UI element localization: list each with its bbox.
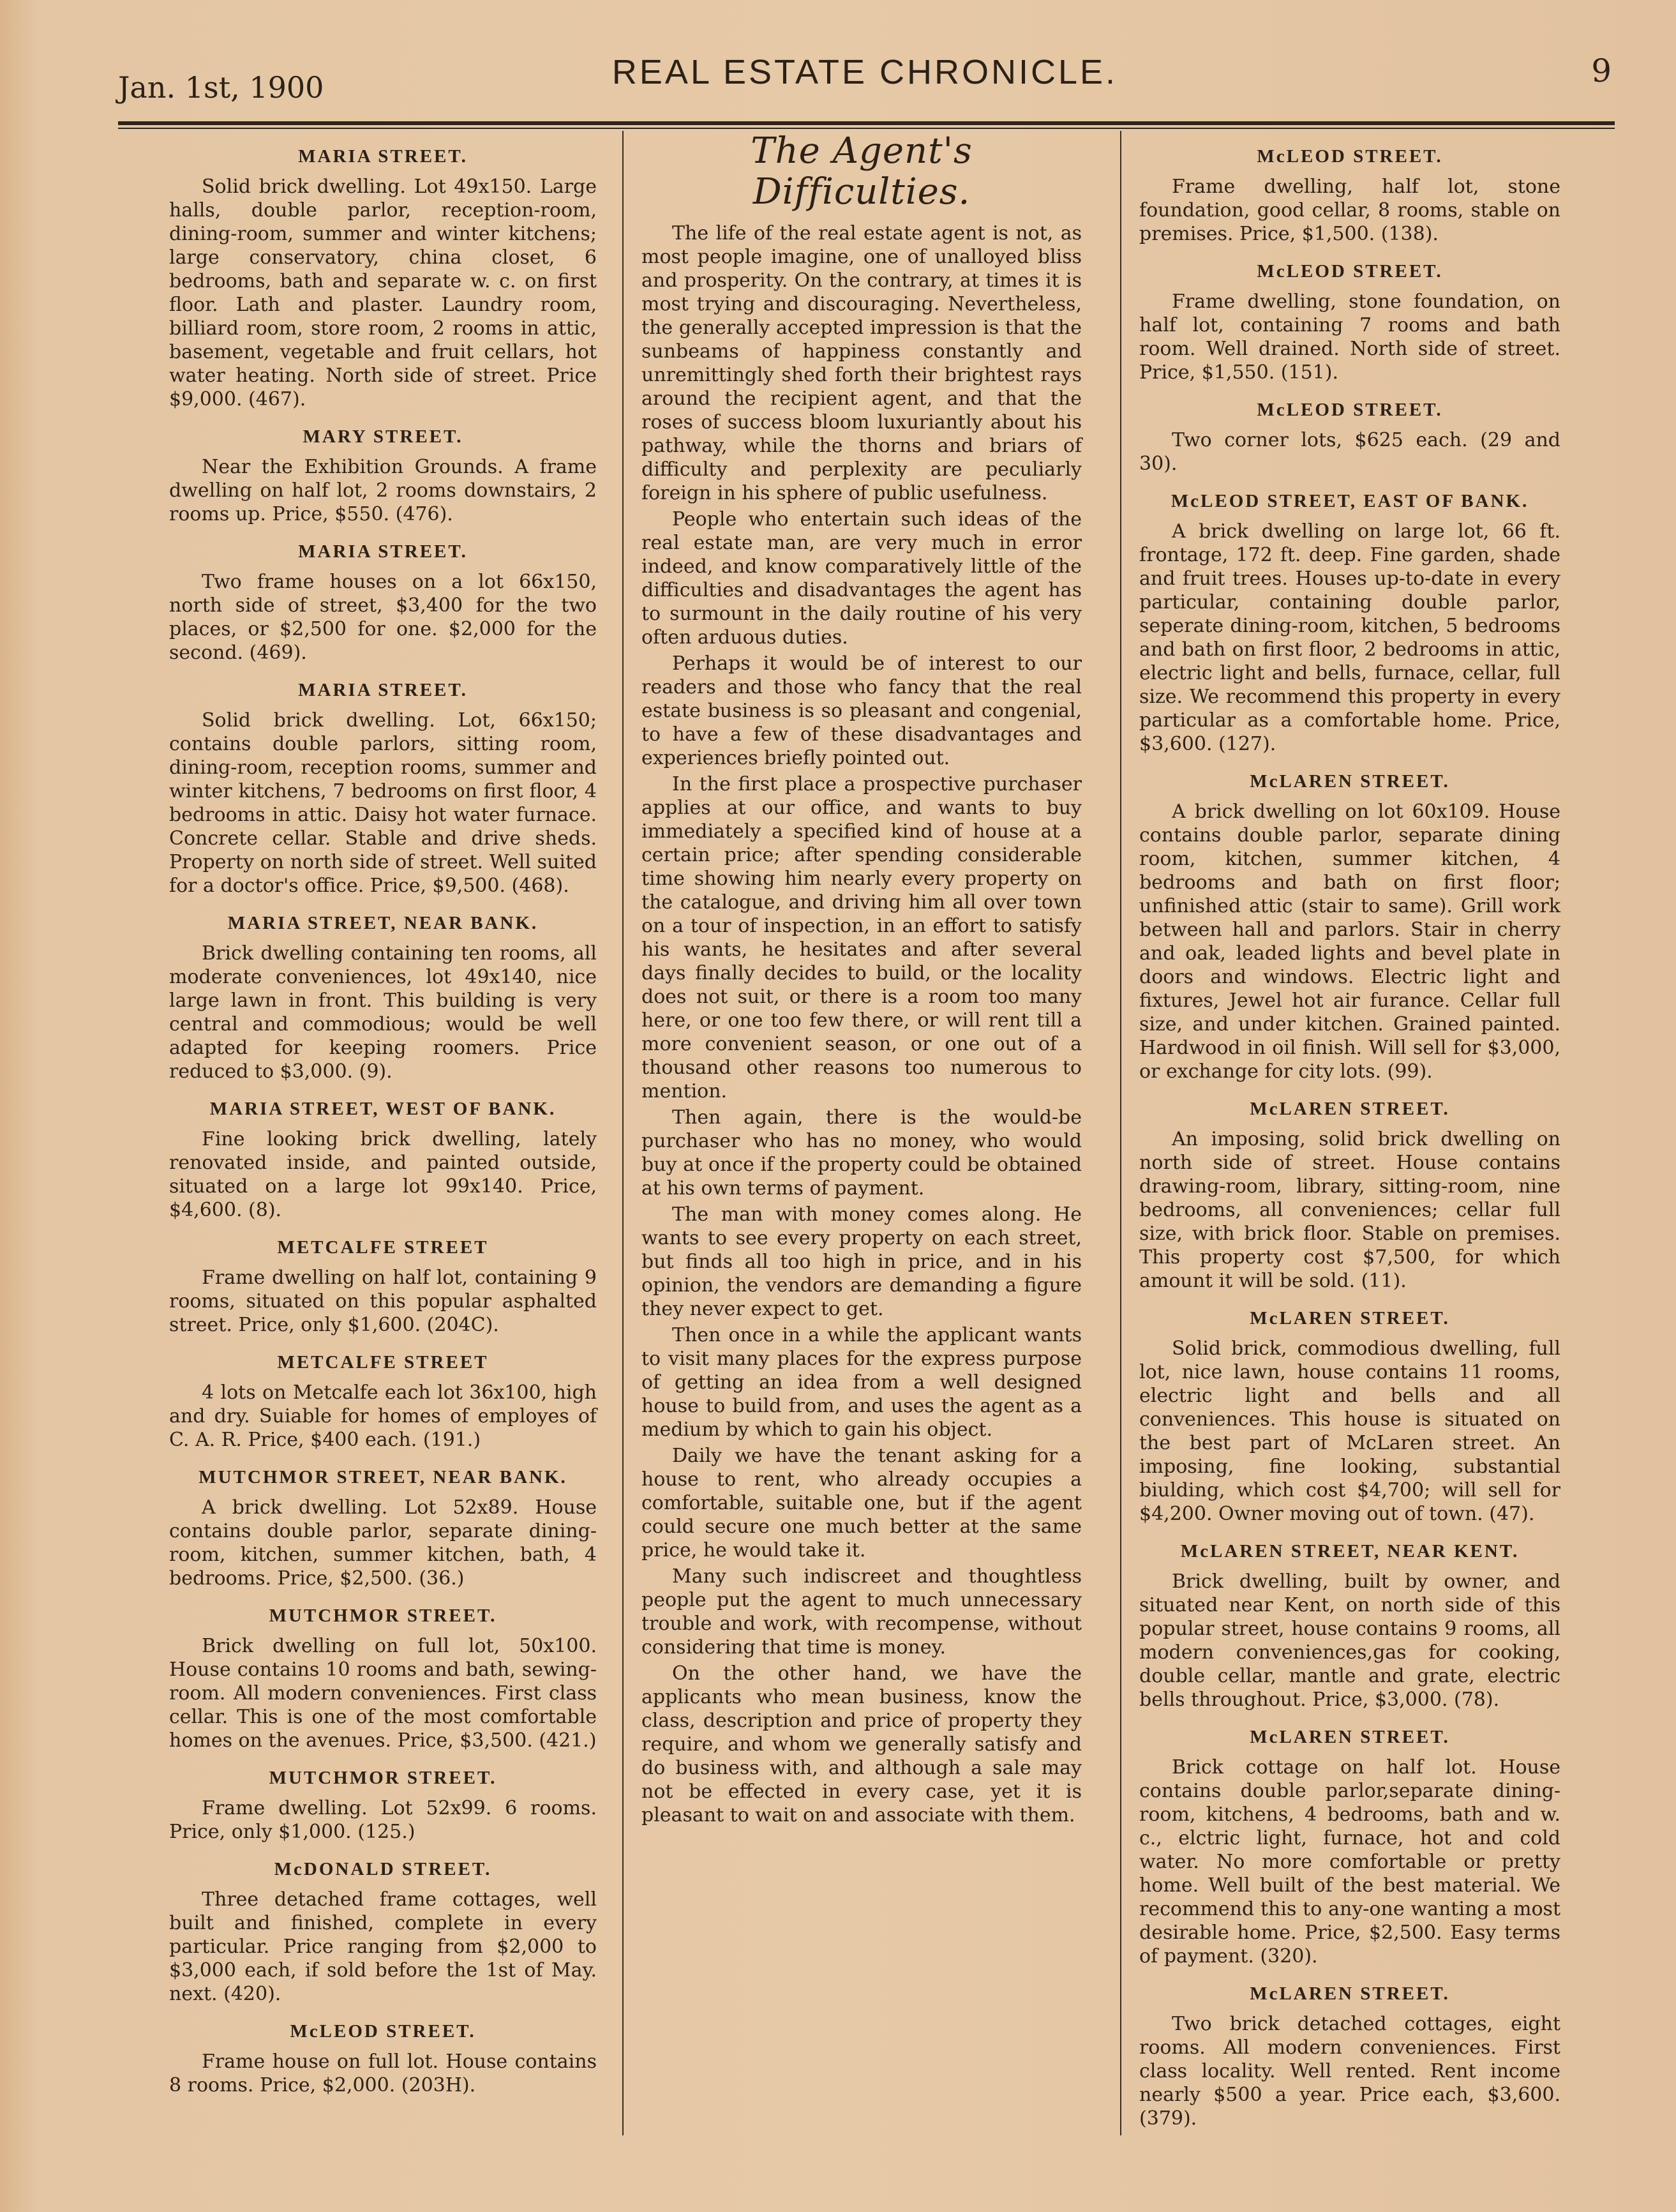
listing-heading: McLAREN STREET. bbox=[1250, 1308, 1450, 1328]
article-paragraph: Many such indiscreet and thoughtless people put the agent to much unnecessary trouble and work, with recompense, without considering that time is money. bbox=[641, 1565, 1082, 1659]
listing-heading: MARIA STREET. bbox=[298, 146, 468, 167]
listings-column-1 bbox=[169, 131, 597, 2097]
listing bbox=[1139, 1982, 1560, 2130]
listing bbox=[169, 1351, 597, 1452]
listing-heading: MARIA STREET. bbox=[298, 541, 468, 562]
listing-body: Two corner lots, $625 each. (29 and 30). bbox=[1139, 429, 1560, 475]
article-paragraph: In the first place a prospective purchaser applies at our office, and wants to buy immediately a specified kind of house at a certain price; after spending considerable time showing him nearly every property on the catalogue, and driving him all over town on a tour of inspection, in an effort to satisfy his wants, he hesitates and after several days finally decides to build, or the locality does not suit, or there is a room too many here, or one too few there, or will rent till a more convenient season, or one out of a thousand other reasons too numerous to mention. bbox=[641, 773, 1082, 1102]
listing-heading: McLAREN STREET. bbox=[1250, 771, 1450, 792]
listing-body: Solid brick dwelling. Lot, 66x150; contains double parlors, sitting room, dining-room, reception rooms, summer and winter kitchens, 7 bedrooms on first floor, 4 bedrooms in attic. Daisy hot water furnace. Concrete cellar. Stable and drive sheds. Property on north side of street. Well suited for a doctor's office. Price, $9,500. (468). bbox=[169, 709, 597, 897]
listing-heading: McDONALD STREET. bbox=[274, 1859, 492, 1879]
article-title: The Agent's Difficulties. bbox=[751, 130, 973, 213]
listing-body: A brick dwelling on lot 60x109. House contains double parlor, separate dining room, kitchen, summer kitchen, 4 bedrooms and bath on first floor; unfinished attic (stair to same). Grill work between hall and parlors. Stair in cherry and oak, leaded lights and bevel plate in doors and windows. Electric light and fixtures, Jewel hot air furance. Cellar full size, and under kitchen. Grained painted. Hardwood in oil finish. Will sell for $3,000, or exchange for city lots. (99). bbox=[1139, 801, 1560, 1083]
listing-body: Two brick detached cottages, eight rooms. All modern conveniences. First class locality. Well rented. Rent income nearly $500 a year. Price each, $3,600. (379). bbox=[1139, 2013, 1560, 2130]
listing-heading: McLAREN STREET. bbox=[1250, 1983, 1450, 2004]
listing bbox=[169, 1766, 597, 1844]
article-column bbox=[641, 131, 1082, 2097]
listing bbox=[169, 2020, 597, 2097]
listing-heading: MARY STREET. bbox=[303, 426, 463, 447]
listing-body: Three detached frame cottages, well built and finished, complete in every particular. Price ranging from $2,000 to $3,000 each, if sold before the 1st of May. next. (420). bbox=[169, 1888, 597, 2005]
listing bbox=[169, 145, 597, 411]
listing-body: Frame dwelling, half lot, stone foundation, good cellar, 8 rooms, stable on premises. Price, $1,500. (138). bbox=[1139, 176, 1560, 245]
listing bbox=[169, 425, 597, 526]
listing-heading: MUTCHMOR STREET, NEAR BANK. bbox=[198, 1467, 567, 1487]
issue-date: Jan. 1st, 1900 bbox=[118, 70, 324, 105]
article-body bbox=[641, 222, 1082, 1827]
page-number: 9 bbox=[1591, 52, 1612, 89]
listing-heading: McLAREN STREET, NEAR KENT. bbox=[1180, 1541, 1520, 1561]
article-paragraph: People who entertain such ideas of the real estate man, are very much in error indeed, and know comparatively little of the difficulties and disadvantages the agent has to surmount in the daily routine of his very often arduous duties. bbox=[641, 508, 1082, 649]
listing-heading: MUTCHMOR STREET. bbox=[269, 1768, 497, 1788]
listing-heading: METCALFE STREET bbox=[277, 1352, 489, 1373]
listing bbox=[169, 540, 597, 665]
listing bbox=[1139, 145, 1560, 246]
listing-heading: MARIA STREET, WEST OF BANK. bbox=[209, 1099, 557, 1119]
listing-body: A brick dwelling. Lot 52x89. House contains double parlor, separate dining-room, kitchen, summer kitchen, bath, 4 bedrooms. Price, $2,500. (36.) bbox=[169, 1496, 597, 1590]
listing-heading: McLEOD STREET. bbox=[1257, 261, 1443, 282]
listing bbox=[1139, 1307, 1560, 1526]
listing bbox=[1139, 490, 1560, 756]
listing-body: Frame dwelling on half lot, containing 9 rooms, situated on this popular asphalted street. Price, only $1,600. (204C). bbox=[169, 1267, 597, 1336]
listing-body: Brick dwelling containing ten rooms, all moderate conveniences, lot 49x140, nice large lawn in front. This building is very central and commodious; would be well adapted for keeping roomers. Price reduced to $3,000. (9). bbox=[169, 942, 597, 1083]
article-paragraph: Then once in a while the applicant wants to visit many places for the express purpose of getting an idea from a well designed house to build from, and uses the agent as a medium by which to gain his object. bbox=[641, 1324, 1082, 1441]
listing bbox=[169, 1236, 597, 1337]
column-divider bbox=[1120, 131, 1121, 2135]
listing-body: 4 lots on Metcalfe each lot 36x100, high and dry. Suiable for homes of employes of C. A. R. Price, $400 each. (191.) bbox=[169, 1381, 597, 1451]
listing-heading: McLEOD STREET, EAST OF BANK. bbox=[1171, 491, 1529, 511]
listing-heading: MARIA STREET, NEAR BANK. bbox=[227, 913, 539, 933]
listing-body: Two frame houses on a lot 66x150, north side of street, $3,400 for the two places, or $2,500 for one. $2,000 for the second. (469). bbox=[169, 571, 597, 664]
masthead-rule bbox=[118, 121, 1615, 125]
listing bbox=[1139, 260, 1560, 384]
article-paragraph: The life of the real estate agent is not, as most people imagine, one of unalloyed bliss and prosperity. On the contrary, at times it is most trying and discouraging. Nevertheless, the generally accepted impression is that the sunbeams of happiness constantly and unremittingly shed forth their brightest rays around the recipient agent, and that the roses of success bloom luxuriantly about his pathway, while the thorns and briars of difficulty and perplexity are peculiarly foreign in his sphere of public usefulness. bbox=[641, 222, 1082, 504]
listing-body: A brick dwelling on large lot, 66 ft. frontage, 172 ft. deep. Fine garden, shade and fruit trees. Houses up-to-date in every particular, containing double parlor, seperate dining-room, kitchen, 5 bedrooms and bath on first floor, 2 bedrooms in attic, electric light and bells, furnace, cellar, full size. We recommend this property in every particular as a comfortable home. Price, $3,600. (127). bbox=[1139, 520, 1560, 755]
listing bbox=[169, 1097, 597, 1222]
listing-heading: MUTCHMOR STREET. bbox=[269, 1606, 497, 1626]
article-paragraph: The man with money comes along. He wants to see every property on each street, but finds all too high in price, and in his opinion, the vendors are demanding a figure they never expect to get. bbox=[641, 1203, 1082, 1320]
listing-body: Brick dwelling on full lot, 50x100. House contains 10 rooms and bath, sewing-room. All modern conveniences. First class cellar. This is one of the most comfortable homes on the avenues. Price, $3,500. (421.) bbox=[169, 1635, 597, 1752]
listing bbox=[169, 1858, 597, 2006]
listing-heading: McLAREN STREET. bbox=[1250, 1099, 1450, 1119]
listing-heading: MARIA STREET. bbox=[298, 680, 468, 700]
listing-body: Frame dwelling, stone foundation, on half lot, containing 7 rooms and bath room. Well drained. North side of street. Price, $1,550. (151). bbox=[1139, 290, 1560, 384]
listing bbox=[1139, 1097, 1560, 1293]
listing bbox=[1139, 1726, 1560, 1968]
listing-heading: McLEOD STREET. bbox=[1257, 146, 1443, 167]
listing-body: Brick cottage on half lot. House contains double parlor,separate dining-room, kitchens, 4 bedrooms, bath and w. c., elctric light, furnace, hot and cold water. No more comfortable or pretty home. Well built of the best material. We recommend this to any-one wanting a most desirable home. Price, $2,500. Easy terms of payment. (320). bbox=[1139, 1756, 1560, 1967]
article-paragraph: Then again, there is the would-be purchaser who has no money, who would buy at once if the property could be obtained at his own terms of payment. bbox=[641, 1106, 1082, 1200]
publication-title: REAL ESTATE CHRONICLE. bbox=[611, 53, 1118, 91]
listing-body: Near the Exhibition Grounds. A frame dwelling on half lot, 2 rooms downstairs, 2 rooms up. Price, $550. (476). bbox=[169, 456, 597, 525]
masthead bbox=[118, 45, 1612, 105]
masthead-rule-thin bbox=[118, 128, 1615, 129]
listing-heading: METCALFE STREET bbox=[277, 1237, 489, 1258]
listing bbox=[1139, 1540, 1560, 1712]
article-paragraph: Perhaps it would be of interest to our readers and those who fancy that the real estate business is so pleasant and congenial, to have a few of these disadvantages and experiences briefly pointed out. bbox=[641, 652, 1082, 769]
listing-heading: McLAREN STREET. bbox=[1250, 1727, 1450, 1747]
listing-body: Frame dwelling. Lot 52x99. 6 rooms. Price, only $1,000. (125.) bbox=[169, 1797, 597, 1843]
listing-body: An imposing, solid brick dwelling on north side of street. House contains drawing-room, library, sitting-room, nine bedrooms, all conveniences; cellar full size, with brick floor. Stable on premises. This property cost $7,500, for which amount it will be sold. (11). bbox=[1139, 1128, 1560, 1292]
article-paragraph: On the other hand, we have the applicants who mean business, know the class, description and price of property they require, and whom we generally satisfy and do business with, and although a sale may not be effected in every case, yet it is pleasant to wait on and associate with them. bbox=[641, 1662, 1082, 1826]
column-divider bbox=[622, 131, 624, 2135]
listing bbox=[1139, 398, 1560, 476]
listings-column-3 bbox=[1139, 131, 1560, 2130]
listing bbox=[169, 1466, 597, 1590]
listing-heading: McLEOD STREET. bbox=[1257, 400, 1443, 420]
listing bbox=[169, 679, 597, 898]
listing-body: Frame house on full lot. House contains 8 rooms. Price, $2,000. (203H). bbox=[169, 2050, 597, 2096]
listing-body: Solid brick dwelling. Lot 49x150. Large halls, double parlor, reception-room, dining-room, summer and winter kitchens; large conservatory, china closet, 6 bedrooms, bath and separate w. c. on first floor. Lath and plaster. Laundry room, billiard room, store room, 2 rooms in attic, basement, vegetable and fruit cellars, hot water heating. North side of street. Price $9,000. (467). bbox=[169, 176, 597, 410]
listing-body: Fine looking brick dwelling, lately renovated inside, and painted outside, situated on a large lot 99x140. Price, $4,600. (8). bbox=[169, 1128, 597, 1221]
listing-body: Brick dwelling, built by owner, and situated near Kent, on north side of this popular street, house contains 9 rooms, all modern conveniences,gas for cooking, double cellar, mantle and grate, electric bells throughout. Price, $3,000. (78). bbox=[1139, 1570, 1560, 1711]
listing-body: Solid brick, commodious dwelling, full lot, nice lawn, house contains 11 rooms, electric light and bells and all conveniences. This house is situated on the best part of McLaren street. An imposing, fine looking, substantial biulding, which cost $4,700; will sell for $4,200. Owner moving out of town. (47). bbox=[1139, 1337, 1560, 1525]
listing bbox=[169, 1604, 597, 1752]
listing bbox=[1139, 770, 1560, 1083]
listing-heading: McLEOD STREET. bbox=[290, 2021, 476, 2042]
listing bbox=[169, 912, 597, 1083]
article-paragraph: Daily we have the tenant asking for a house to rent, who already occupies a comfortable, suitable one, but if the agent could secure one much better at the same price, he would take it. bbox=[641, 1445, 1082, 1561]
